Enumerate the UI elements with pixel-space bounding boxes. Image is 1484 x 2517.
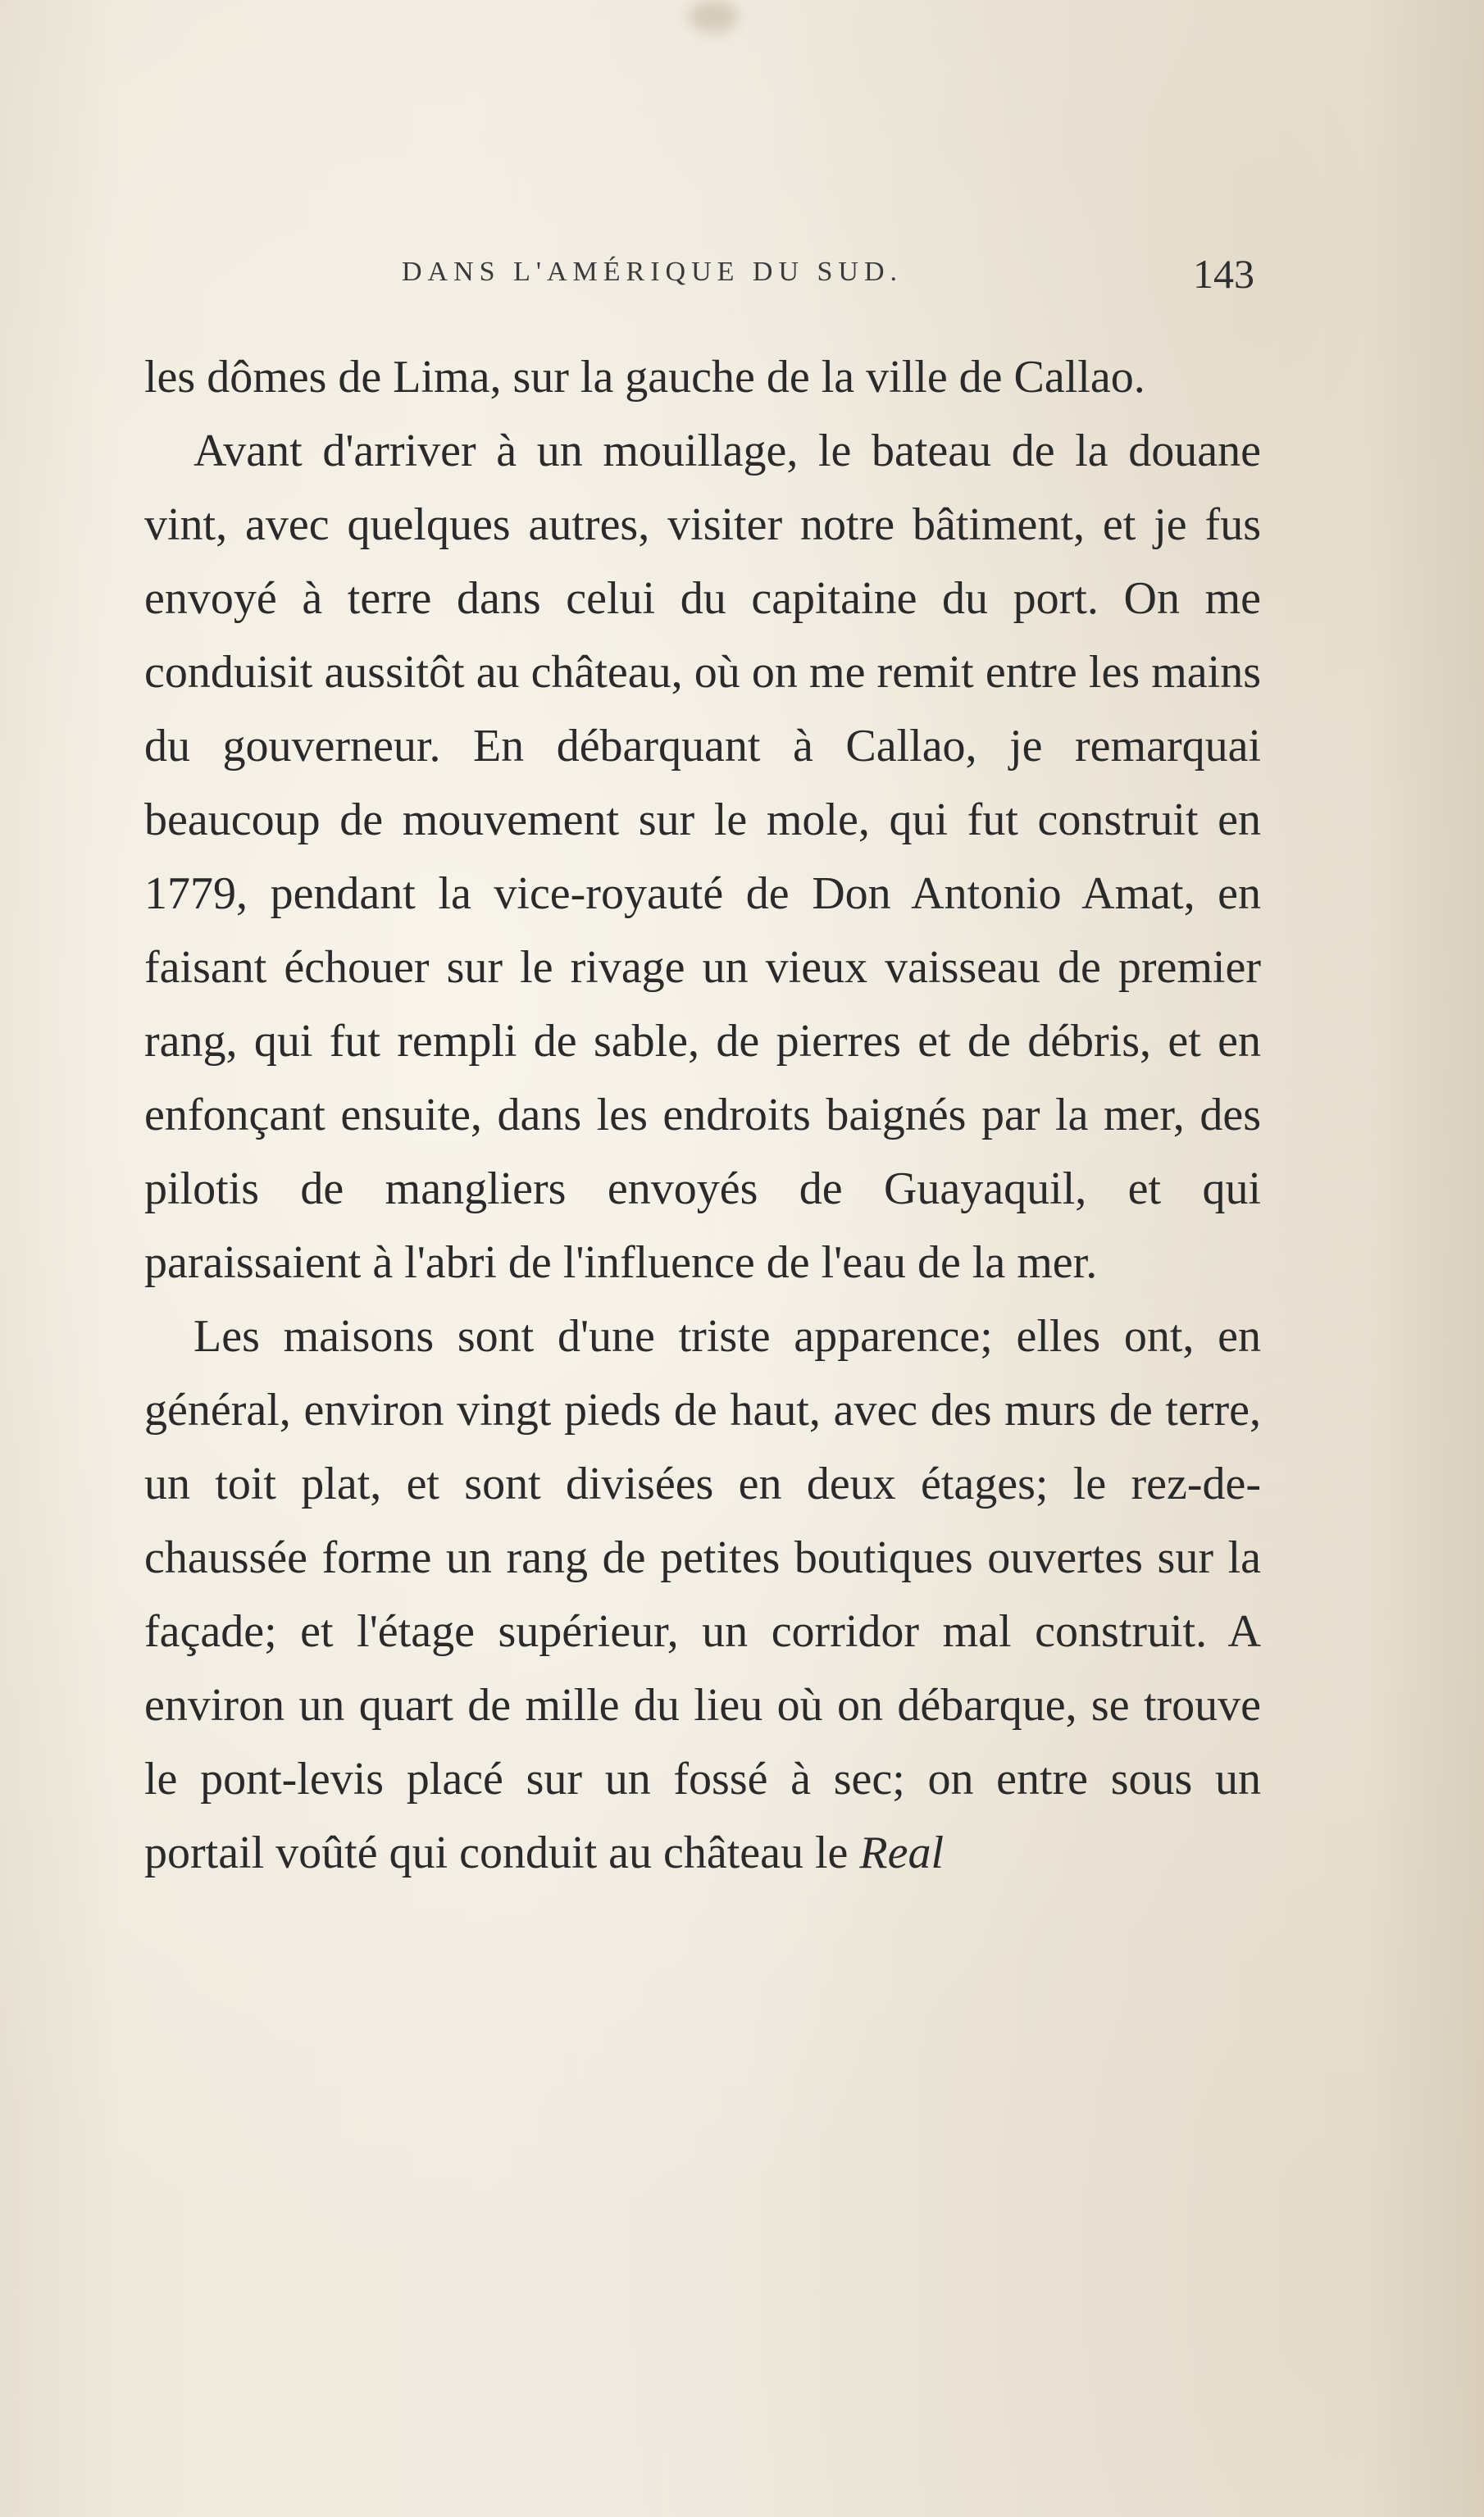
paragraph-3-text: Les maisons sont d'une triste apparence; elles ont, en général, environ vingt pieds de haut, avec des murs de terre, un toit plat, et sont divisées en deux étages; le rez-de-chaussée forme un rang de petites boutiques ouvertes sur la façade; et l'étage supérieur, un corridor mal construit. A environ un quart de mille du lieu où on débarque, se trouve le pont-levis placé sur un fossé à sec; on entre sous un portail voûté qui conduit au château le	[144, 1311, 1261, 1878]
paragraph-2: Avant d'arriver à un mouillage, le bateau de la douane vint, avec quelques autres, visiter notre bâtiment, et je fus envoyé à terre dans celui du capitaine du port. On me conduisit aussitôt au château, où on me remit entre les mains du gouverneur. En débarquant à Callao, je remarquai beaucoup de mouvement sur le mole, qui fut construit en 1779, pendant la vice-royauté de Don Antonio Amat, en faisant échouer sur le rivage un vieux vaisseau de premier rang, qui fut rempli de sable, de pierres et de débris, et en enfonçant ensuite, dans les endroits baignés par la mer, des pilotis de mangliers envoyés de Guayaquil, et qui paraissaient à l'abri de l'influence de l'eau de la mer.	[144, 426, 1261, 1288]
page-header	[148, 250, 1254, 299]
paragraph-1: les dômes de Lima, sur la gauche de la ville de Callao.	[144, 352, 1145, 403]
page-body	[144, 340, 1261, 1890]
paragraph-3	[144, 1299, 1261, 1890]
paper-stain	[689, 0, 738, 33]
running-head: DANS L'AMÉRIQUE DU SUD.	[402, 257, 904, 287]
paragraph-3-italic: Real	[859, 1827, 944, 1878]
page-number: 143	[1193, 251, 1254, 297]
